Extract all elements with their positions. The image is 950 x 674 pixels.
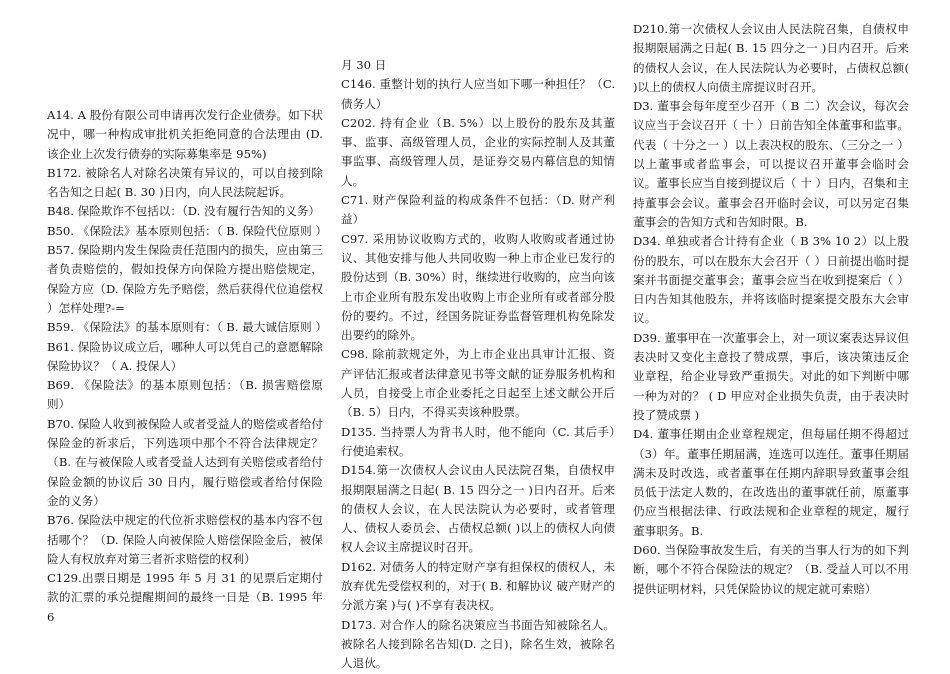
question-item: D210.第一次债权人会议由人民法院召集，自债权申报期限届满之日起( B. 15 四分之一 )日内召开。后来的债权人会议，在人民法院认为必要时，占债权总额( )以上的债权人向债主席提议时召开。 bbox=[633, 22, 909, 94]
question-item: B76. 保险法中规定的代位祈求赔偿权的基本内容不包括哪个？（D. 保险人向被保险人赔偿保险金后，被保险人有权放弃对第三者祈求赔偿的权利） bbox=[47, 513, 323, 566]
question-item: B70. 保险人收到被保险人或者受益人的赔偿或者给付保险金的祈求后，下列选项中那个不符合法律规定？（B. 在与被保险人或者受益人达到有关赔偿或者给付保险金额的协议后 30 日内，履行赔偿或者给付保险金的义务） bbox=[47, 416, 323, 508]
question-item: D60. 当保险事故发生后，有关的当事人行为的如下判断，哪个不符合保险法的规定？（B. 受益人可以不用提供证明材料，只凭保险协议的规定就可索赔） bbox=[633, 543, 909, 596]
question-item: B57. 保险期内发生保险责任范围内的损失，应由第三者负责赔偿的，假如投保方向保险方提出赔偿规定，保险方应（D. 保险方先予赔偿，然后获得代位追偿权 ）怎样处理?-= bbox=[47, 243, 323, 315]
question-item: A14. A 股份有限公司申请再次发行企业债券。如下状况中，哪一种构成审批机关拒绝同意的合法理由 (D. 该企业上次发行债券的实际募集率是 95%) bbox=[47, 108, 323, 161]
question-item: B172. 被除名人对除名决策有异议的，可以自接到除名告知之日起( B. 30 )日内，向人民法院起诉。 bbox=[47, 165, 323, 200]
question-item: B69. 《保险法》的基本原则包括：（B. 损害赔偿原则） bbox=[47, 378, 323, 412]
question-item: C129.出票日期是 1995 年 5 月 31 的见票后定期付款的汇票的承兑提醒期间的最终一日是（B. 1995 年 6 bbox=[47, 571, 323, 624]
question-item: D3. 董事会每年度至少召开（ B 二）次会议，每次会议应当于会议召开（ 十 ）日前告知全体董事和监事。代表（ 十分之一 ）以上表决权的股东、（三分之一 ）以上董事或者监事会，可以提议召开董事会临时会议。董事长应当自接到提议后（ 十 ）日内，召集和主持董事会会议。董事会召开临时会议，可以另定召集董事会的告知方式和告知时限。B. bbox=[633, 99, 909, 229]
question-item: D39. 董事甲在一次董事会上，对一项议案表达异议但表决时又变化主意投了赞成票，事后，该决策违反企业章程，给企业导致严重损失。对此的如下判断中哪一种为对的？ ( D 甲应对企业损失负责，由于表决时投了赞成票 ) bbox=[633, 330, 909, 422]
question-item: D135. 当持票人为背书人时，他不能向（C. 其后手）行使追索权。 bbox=[341, 424, 615, 458]
question-item: B59. 《保险法》的基本原则有：（ B. 最大诚信原则 ） bbox=[47, 320, 327, 335]
question-item: C146. 重整计划的执行人应当如下哪一种担任？（C. 债务人） bbox=[341, 77, 615, 111]
question-item: C97. 采用协议收购方式的，收购人收购或者通过协议、其他安排与他人共同收购一种上市企业已发行的股份达到（B. 30%）时，继续进行收购的，应当向该上市企业所有股东发出收购上市企业所有或者部分股份的要约。不过，经国务院证券监督管理机构免除发出要约的除外。 bbox=[341, 231, 615, 343]
question-item: B61. 保险协议成立后，哪种人可以凭自己的意愿解除保险协议？（ A. 投保人） bbox=[47, 339, 323, 373]
question-item: 月 30 日 bbox=[341, 58, 387, 72]
question-item: B50. 《保险法》基本原则包括：（ B. 保险代位原则 ） bbox=[47, 223, 327, 238]
question-item: D4. 董事任期由企业章程规定，但每届任期不得超过（3）年。董事任期届满，连选可以连任。董事任期届满未及时改选，或者董事在任期内辞职导致董事会组员低于法定人数的，在改选出的董事就任前，原董事仍应当根据法律、行政法规和企业章程的规定，履行董事职务。B. bbox=[633, 427, 909, 538]
question-item: D154.第一次债权人会议由人民法院召集，自债权申报期限届满之日起( B. 15 四分之一 )日内召开。后来的债权人会议，在人民法院认为必要时，或者管理人、债权人委员会、占债权总额( )以上的债权人向债权人会议主席提议时召开。 bbox=[341, 463, 615, 555]
column-left bbox=[47, 0, 327, 627]
question-item: D34. 单独或者合计持有企业（ B 3% 10 2）以上股份的股东，可以在股东大会召开（ ）日前提出临时提案并书面提交董事会；董事会应当在收到提案后（ ）日内告知其他股东，并将该临时提案提交股东大会审议。 bbox=[633, 234, 909, 326]
question-item: C202. 持有企业（B. 5%）以上股份的股东及其董事、监事、高级管理人员，企业的实际控制人及其董事监事、高级管理人员，是证券交易内幕信息的知情人。 bbox=[341, 115, 615, 188]
column-middle bbox=[341, 0, 615, 674]
question-item: D162. 对债务人的特定财产享有担保权的债权人，未放弃优先受偿权利的，对于( B. 和解协议 破产财产的分派方案 )与( )不享有表决权。 bbox=[341, 559, 615, 613]
column-right bbox=[633, 0, 909, 599]
question-item: B48. 保险欺诈不包括以：（D. 没有履行告知的义务） bbox=[47, 204, 320, 219]
question-item: C71. 财产保险利益的构成条件不包括：（D. 财产利益） bbox=[341, 193, 615, 227]
question-item: D173. 对合作人的除名决策应当书面告知被除名人。被除名人接到除名告知(D. 之日)，除名生效，被除名人退伙。 bbox=[341, 617, 615, 671]
question-item: C98. 除前款规定外，为上市企业出具审计汇报、资产评估汇报或者法律意见书等文献的证券服务机构和人员，自接受上市企业委托之日起至上述文献公开后（B. 5）日内，不得买卖该种股票。 bbox=[341, 347, 615, 420]
